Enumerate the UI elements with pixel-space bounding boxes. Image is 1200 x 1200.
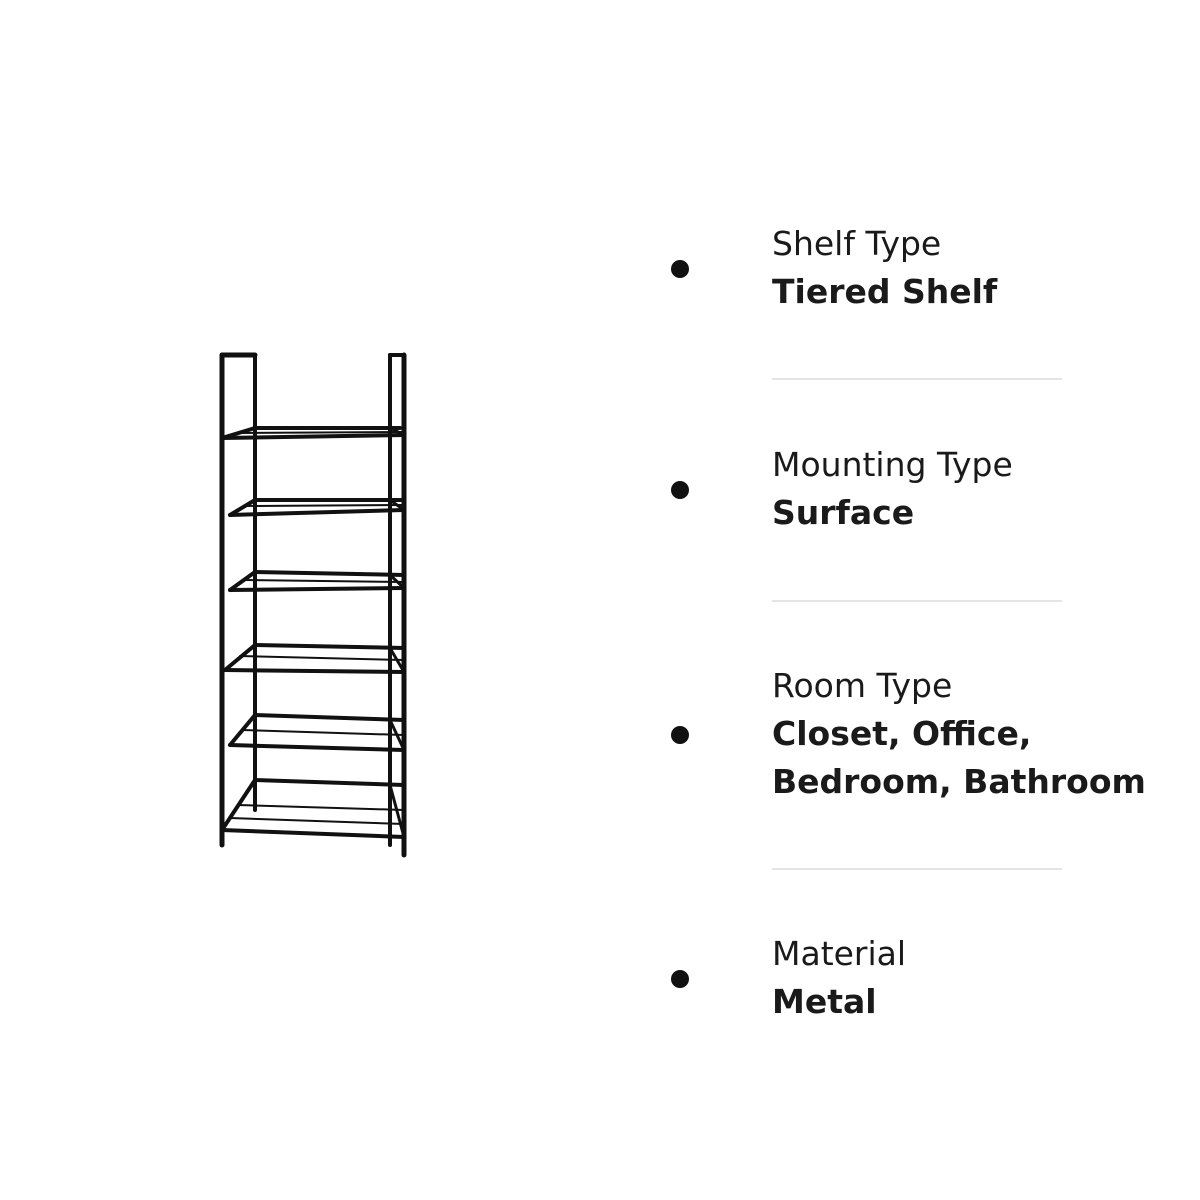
spec-value: Tiered Shelf (772, 272, 998, 311)
spec-label: Mounting Type (772, 445, 1013, 484)
spec-label: Shelf Type (772, 224, 942, 263)
bullet-icon (671, 481, 689, 499)
spec-value: Surface (772, 493, 915, 532)
spec-value: Closet, Office, Bedroom, Bathroom (772, 714, 1146, 801)
spec-text (772, 662, 1172, 806)
spec-label: Room Type (772, 666, 953, 705)
spec-text (772, 930, 1172, 1026)
bullet-icon (671, 260, 689, 278)
spec-label: Material (772, 934, 907, 973)
divider (772, 868, 1062, 870)
spec-value: Metal (772, 982, 877, 1021)
bullet-icon (671, 726, 689, 744)
bullet-icon (671, 970, 689, 988)
spec-text (772, 220, 1172, 316)
divider (772, 378, 1062, 380)
shelf-rack-image (200, 340, 430, 870)
divider (772, 600, 1062, 602)
spec-text (772, 441, 1172, 537)
